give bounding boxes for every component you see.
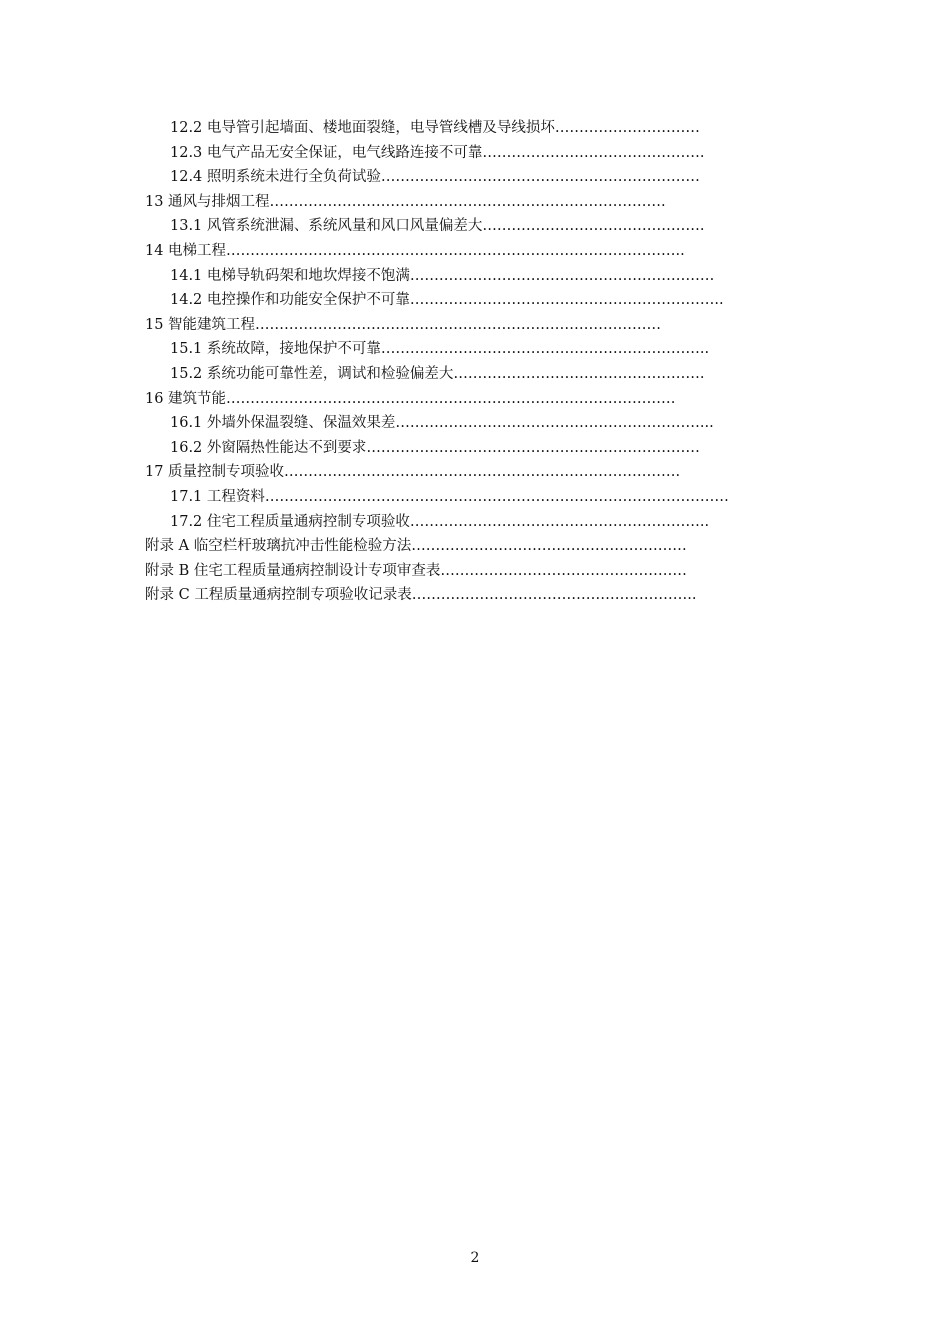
toc-entry-16[interactable]: 16 建筑节能………………………………………………………………………………… [145,390,676,407]
page-number: 2 [470,1250,480,1266]
toc-entry-12-4[interactable]: 12.4 照明系统未进行全负荷试验………………………………………………………… [170,169,700,186]
toc-entry-12-2[interactable]: 12.2 电导管引起墙面、楼地面裂缝，电导管线槽及导线损坏………………………… [170,120,700,136]
toc-entry-14-2[interactable]: 14.2 电控操作和功能安全保护不可靠……………………………………………………….. [170,292,724,309]
toc-entry-15[interactable]: 15 智能建筑工程………………………………………………………………………… [145,316,662,333]
toc-entry-appendix-b[interactable]: 附录 B 住宅工程质量通病控制设计专项审查表…………………………………………… [145,562,687,579]
toc-entry-17-2[interactable]: 17.2 住宅工程质量通病控制专项验收…………………………………………………….. [170,513,710,530]
toc-entry-appendix-c[interactable]: 附录 C 工程质量通病控制专项验收记录表………………………………………………….. [145,587,697,604]
toc-entry-15-1[interactable]: 15.1 系统故障，接地保护不可靠………………………………………………………….. [170,341,710,358]
toc-entry-14-1[interactable]: 14.1 电梯导轨码架和地坎焊接不饱满……………………………………………………… [170,267,715,284]
toc-entry-17-1[interactable]: 17.1 工程资料…………………………………………………………………………………… [170,488,729,505]
toc-entry-12-3[interactable]: 12.3 电气产品无安全保证，电气线路连接不可靠………………………………………. [170,144,705,161]
toc-entry-16-2[interactable]: 16.2 外窗隔热性能达不到要求…………………………………………………………… [170,439,700,456]
table-of-contents [145,116,785,608]
toc-entry-13[interactable]: 13 通风与排烟工程………………………………………………………………………. [145,193,666,210]
toc-entry-14[interactable]: 14 电梯工程………………………………………………………………………………….. [145,242,685,259]
toc-entry-15-2[interactable]: 15.2 系统功能可靠性差，调试和检验偏差大……………………………………………. [170,365,705,382]
toc-entry-appendix-a[interactable]: 附录 A 临空栏杆玻璃抗冲击性能检验方法………………………………………………… [145,538,687,555]
toc-entry-13-1[interactable]: 13.1 风管系统泄漏、系统风量和风口风量偏差大………………………………………. [170,218,705,235]
toc-entry-16-1[interactable]: 16.1 外墙外保温裂缝、保温效果差………………………………………………………... [170,415,714,432]
toc-entry-17[interactable]: 17 质量控制专项验收………………………………………………………………………. [145,464,681,481]
